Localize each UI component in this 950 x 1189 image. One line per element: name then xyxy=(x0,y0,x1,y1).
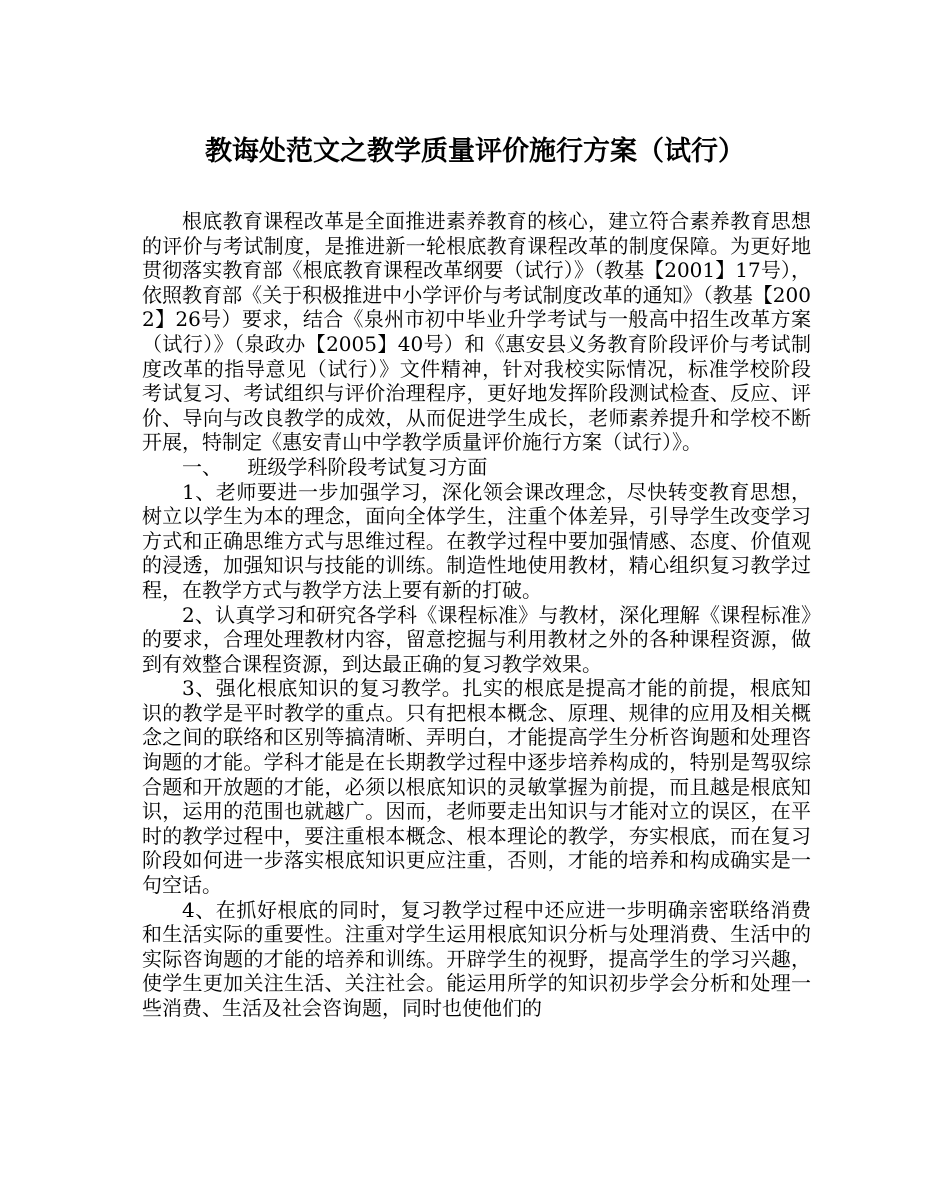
paragraph-item-4: 4、在抓好根底的同时，复习教学过程中还应进一步明确亲密联络消费和生活实际的重要性。注重对学生运用根底知识分析与处理消费、生活中的实际咨询题的才能的培养和训练。开辟学生的视野，提高学生的学习兴趣，使学生更加关注生活、关注社会。能运用所学的知识初步学会分析和处理一些消费、生活及社会咨询题，同时也使他们的 xyxy=(142,897,811,1020)
document-title: 教诲处范文之教学质量评价施行方案（试行） xyxy=(205,136,745,167)
section-heading: 一、 班级学科阶段考试复习方面 xyxy=(182,454,488,479)
paragraph-item-3: 3、强化根底知识的复习教学。扎实的根底是提高才能的前提，根底知识的教学是平时教学的重点。只有把根本概念、原理、规律的应用及相关概念之间的联络和区别等搞清晰、弄明白，才能提高学生分析咨询题和处理咨询题的才能。学科才能是在长期教学过程中逐步培养构成的，特别是驾驭综合题和开放题的才能，必须以根底知识的灵敏掌握为前提，而且越是根底知识，运用的范围也就越广。因而，老师要走出知识与才能对立的误区，在平时的教学过程中，要注重根本概念、根本理论的教学，夯实根底，而在复习阶段如何进一步落实根底知识更应注重，否则，才能的培养和构成确实是一句空话。 xyxy=(142,676,811,898)
intro-paragraph: 根底教育课程改革是全面推进素养教育的核心，建立符合素养教育思想的评价与考试制度，是推进新一轮根底教育课程改革的制度保障。为更好地贯彻落实教育部《根底教育课程改革纲要（试行）》（教基【2001】17号），依照教育部《关于积极推进中小学评价与考试制度改革的通知》（教基【2002】26号）要求，结合《泉州市初中毕业升学考试与一般高中招生改革方案（试行）》（泉政办【2005】40号）和《惠安县义务教育阶段评价与考试制度改革的指导意见（试行）》文件精神，针对我校实际情况，标准学校阶段考试复习、考试组织与评价治理程序，更好地发挥阶段测试检查、反应、评价、导向与改良教学的成效，从而促进学生成长，老师素养提升和学校不断开展，特制定《惠安青山中学教学质量评价施行方案（试行）》。 xyxy=(142,209,811,455)
document-body xyxy=(142,209,811,1021)
paragraph-item-1: 1、老师要进一步加强学习，深化领会课改理念，尽快转变教育思想，树立以学生为本的理念，面向全体学生，注重个体差异，引导学生改变学习方式和正确思维方式与思维过程。在教学过程中要加强情感、态度、价值观的浸透，加强知识与技能的训练。制造性地使用教材，精心组织复习教学过程，在教学方式与教学方法上要有新的打破。 xyxy=(142,479,811,602)
paragraph-item-2: 2、认真学习和研究各学科《课程标准》与教材，深化理解《课程标准》的要求，合理处理教材内容，留意挖掘与利用教材之外的各种课程资源，做到有效整合课程资源，到达最正确的复习教学效果。 xyxy=(142,602,811,676)
